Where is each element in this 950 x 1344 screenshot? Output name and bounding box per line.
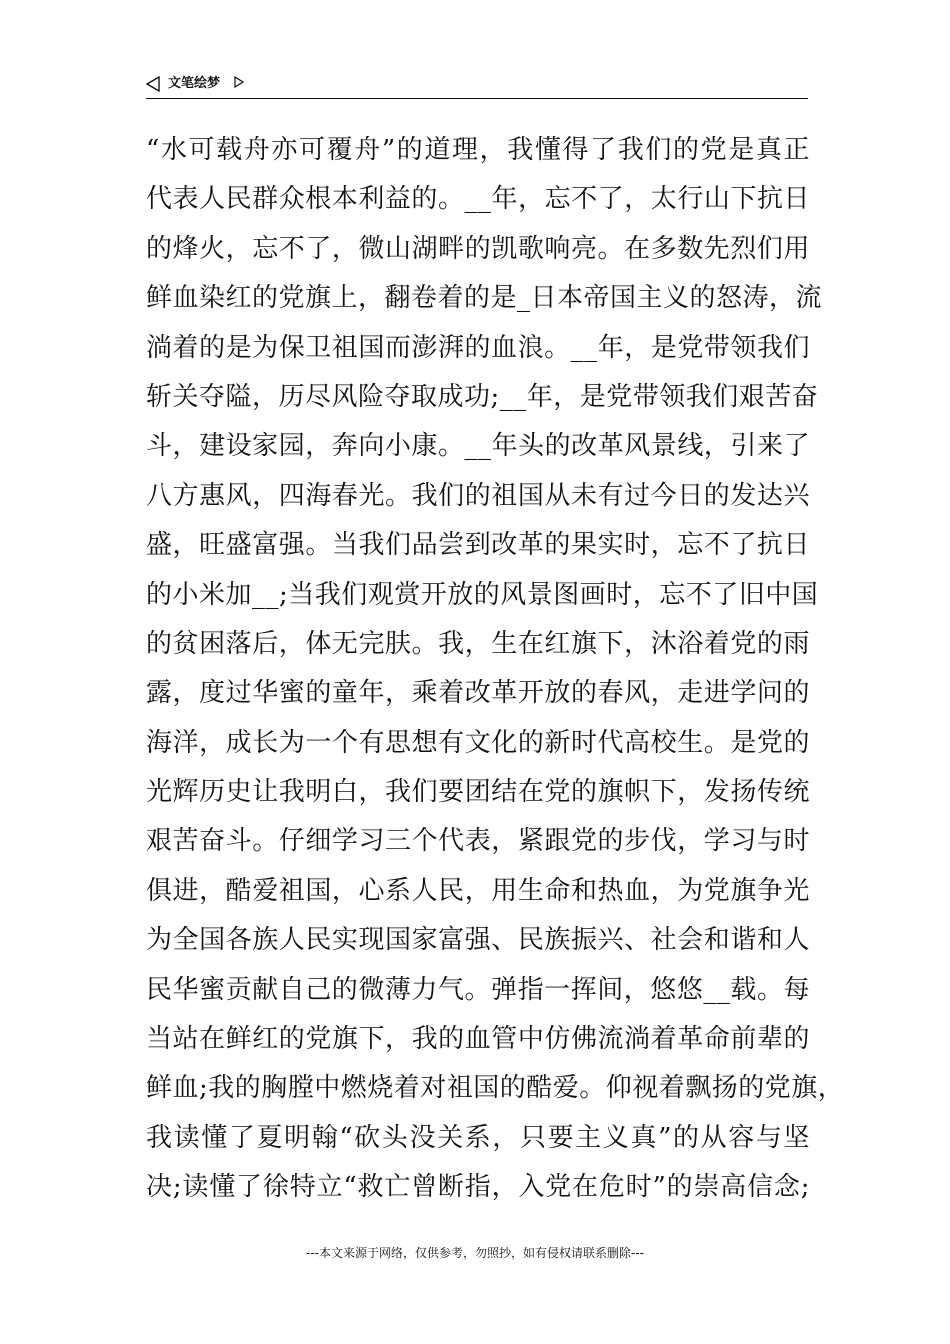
- text-line: 淌着的是为保卫祖国而澎湃的血浪。__年，是党带领我们: [146, 332, 810, 363]
- footer-notice: ---本文来源于网络，仅供参考，勿照抄，如有侵权请联系删除---: [306, 1246, 644, 1260]
- triangle-right-icon: [234, 76, 244, 88]
- text-line: 八方惠风，四海春光。我们的祖国从未有过今日的发达兴: [146, 480, 810, 511]
- text-line: 民华蜜贡献自己的微薄力气。弹指一挥间，悠悠__载。每: [146, 974, 810, 1005]
- text-line: 代表人民群众根本利益的。__年，忘不了，太行山下抗日: [146, 184, 810, 215]
- text-line: 盛，旺盛富强。当我们品尝到改革的果实时，忘不了抗日: [146, 530, 810, 561]
- text-line: 海洋，成长为一个有思想有文化的新时代高校生。是党的: [146, 727, 810, 758]
- text-line: 鲜血染红的党旗上，翻卷着的是_日本帝国主义的怒涛，流: [146, 283, 823, 314]
- text-line: 鲜血;我的胸膛中燃烧着对祖国的酷爱。仰视着飘扬的党旗，: [146, 1073, 845, 1104]
- text-line: 斗，建设家园，奔向小康。__年头的改革风景线，引来了: [146, 431, 810, 462]
- text-line: “水可载舟亦可覆舟”的道理，我懂得了我们的党是真正: [146, 135, 810, 165]
- text-line: 决;读懂了徐特立“救亡曾断指，入党在危时”的崇高信念;: [146, 1172, 810, 1203]
- text-line: 当站在鲜红的党旗下，我的血管中仿佛流淌着革命前辈的: [146, 1024, 810, 1055]
- text-line: 的烽火，忘不了，微山湖畔的凯歌响亮。在多数先烈们用: [146, 233, 810, 264]
- header-title: 文笔绘梦: [168, 76, 221, 91]
- text-line: 露，度过华蜜的童年，乘着改革开放的春风，走进学问的: [146, 678, 810, 709]
- text-line: 光辉历史让我明白，我们要团结在党的旗帜下，发扬传统: [146, 777, 810, 808]
- text-line: 为全国各族人民实现国家富强、民族振兴、社会和谐和人: [146, 925, 810, 956]
- text-line: 俱进，酷爱祖国，心系人民，用生命和热血，为党旗争光: [146, 875, 810, 906]
- text-line: 的小米加__;当我们观赏开放的风景图画时，忘不了旧中国: [146, 579, 819, 610]
- text-line: 的贫困落后，体无完肤。我，生在红旗下，沐浴着党的雨: [146, 628, 810, 659]
- text-line: 艰苦奋斗。仔细学习三个代表，紧跟党的步伐，学习与时: [146, 826, 810, 857]
- page-header: [146, 74, 808, 99]
- text-line: 我读懂了夏明翰“砍头没关系，只要主义真”的从容与坚: [146, 1122, 810, 1153]
- body-paragraph: [146, 126, 845, 1213]
- triangle-left-icon: [146, 76, 160, 92]
- text-line: 斩关夺隘，历尽风险夺取成功;__年，是党带领我们艰苦奋: [146, 381, 819, 412]
